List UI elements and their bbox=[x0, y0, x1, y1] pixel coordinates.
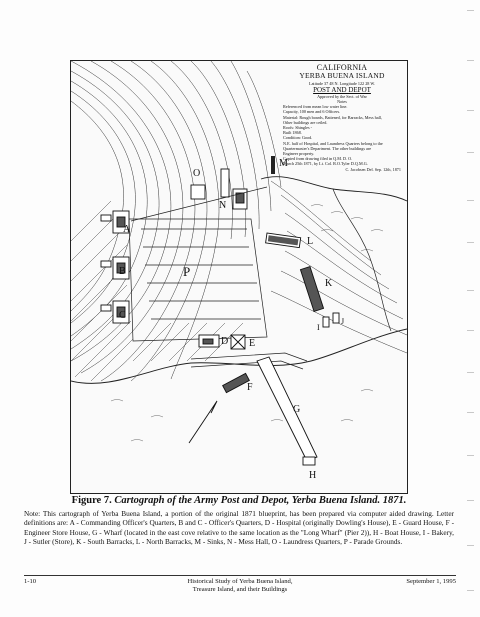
map-label-e: E bbox=[249, 338, 256, 349]
footer-date: September 1, 1995 bbox=[406, 578, 456, 585]
parade-ground bbox=[129, 219, 267, 341]
footer-title bbox=[24, 578, 456, 594]
map-label-o: O bbox=[193, 168, 201, 179]
map-label-h: H bbox=[309, 470, 317, 481]
legend-line: Quartermaster's Department. The other buildings are bbox=[283, 145, 372, 151]
map-label-d: D bbox=[221, 336, 229, 347]
legend-state: CALIFORNIA bbox=[316, 63, 368, 72]
map-legend bbox=[283, 63, 401, 172]
legend-line: March 25th 1871, by Lt. Col. R.O.Tyler D.Q.M.G. bbox=[283, 161, 368, 167]
legend-line: Built 1868. bbox=[283, 130, 302, 136]
map-label-l: L bbox=[307, 236, 314, 247]
map-label-g: G bbox=[293, 404, 301, 415]
legend-line: Roofs: Shingles - bbox=[283, 124, 313, 130]
map-label-p: P bbox=[183, 264, 191, 279]
legend-coords: Latitude 37 48 N. Longitude 122 28 W. bbox=[309, 80, 375, 86]
footer-title-line-1: Historical Study of Yerba Buena Island, bbox=[187, 578, 293, 585]
legend-line: Capacity, 100 men and 6 Officers. bbox=[283, 109, 341, 115]
map-label-a: A bbox=[123, 224, 131, 235]
figure-title-text: Cartograph of the Army Post and Depot, Yerba Buena Island. 1871. bbox=[114, 495, 407, 506]
footer-rule bbox=[24, 575, 456, 576]
legend-approved: Approved by the Sect. of War bbox=[317, 93, 367, 99]
page-number: 1-10 bbox=[24, 578, 37, 585]
map-label-i: I bbox=[317, 323, 320, 332]
figure-note: Note: This cartograph of Yerba Buena Island, a portion of the original 1871 blueprint, has been prepared via computer aided drawing. Letter definitions are: A - Commanding Officer's Quarters, B and C - Officer's Quarters, D - Hospital (originally Dowling's House), E - Guard House, F - Engineer Store House, G - Wharf (located in the east cove relative to the same location as the "Long Wharf" (Pier 2)), H - Boat House, I - Bakery, J - Sutler (Store), K - South Barracks, L - North Barracks, M - Sinks, N - Mess Hall, O - Laundress Quarters, P - Parade Grounds. bbox=[24, 509, 454, 547]
legend-line: C. Jacobsen Del. Sep. 12th, 1871 bbox=[345, 166, 401, 172]
legend-notes-heading: Notes bbox=[337, 98, 347, 104]
footer-title-line-2: Treasure Island, and their Buildings bbox=[192, 586, 288, 593]
legend-line: Other buildings are ceiled. bbox=[283, 119, 328, 125]
legend-line: Referenced from mean low water line. bbox=[283, 104, 348, 110]
figure-caption bbox=[24, 494, 454, 547]
legend-island: YERBA BUENA ISLAND bbox=[299, 71, 385, 80]
legend-line: Condition: Good. bbox=[283, 135, 313, 141]
cartograph-map bbox=[70, 60, 408, 494]
map-label-b: B bbox=[119, 266, 126, 277]
map-label-m: M bbox=[279, 158, 288, 169]
legend-line: Engineer property. bbox=[283, 150, 315, 156]
map-label-j: J bbox=[341, 317, 345, 326]
map-label-n: N bbox=[219, 200, 227, 211]
legend-line: Material: Rough boards, Battened, for Barracks, Mess hall, bbox=[283, 114, 382, 120]
legend-line: Copied from drawing filed in Q.M. D. O. bbox=[283, 156, 353, 162]
figure-number: Figure 7. bbox=[71, 495, 112, 506]
map-label-c: C bbox=[119, 310, 126, 321]
legend-line: N.E. half of Hospital, and Laundress Quarters belong to the bbox=[283, 140, 383, 146]
map-label-k: K bbox=[325, 278, 333, 289]
scan-edge-marks bbox=[460, 0, 474, 617]
legend-post: POST AND DEPOT bbox=[313, 85, 371, 94]
figure-title bbox=[24, 494, 454, 507]
map-label-f: F bbox=[247, 382, 253, 393]
